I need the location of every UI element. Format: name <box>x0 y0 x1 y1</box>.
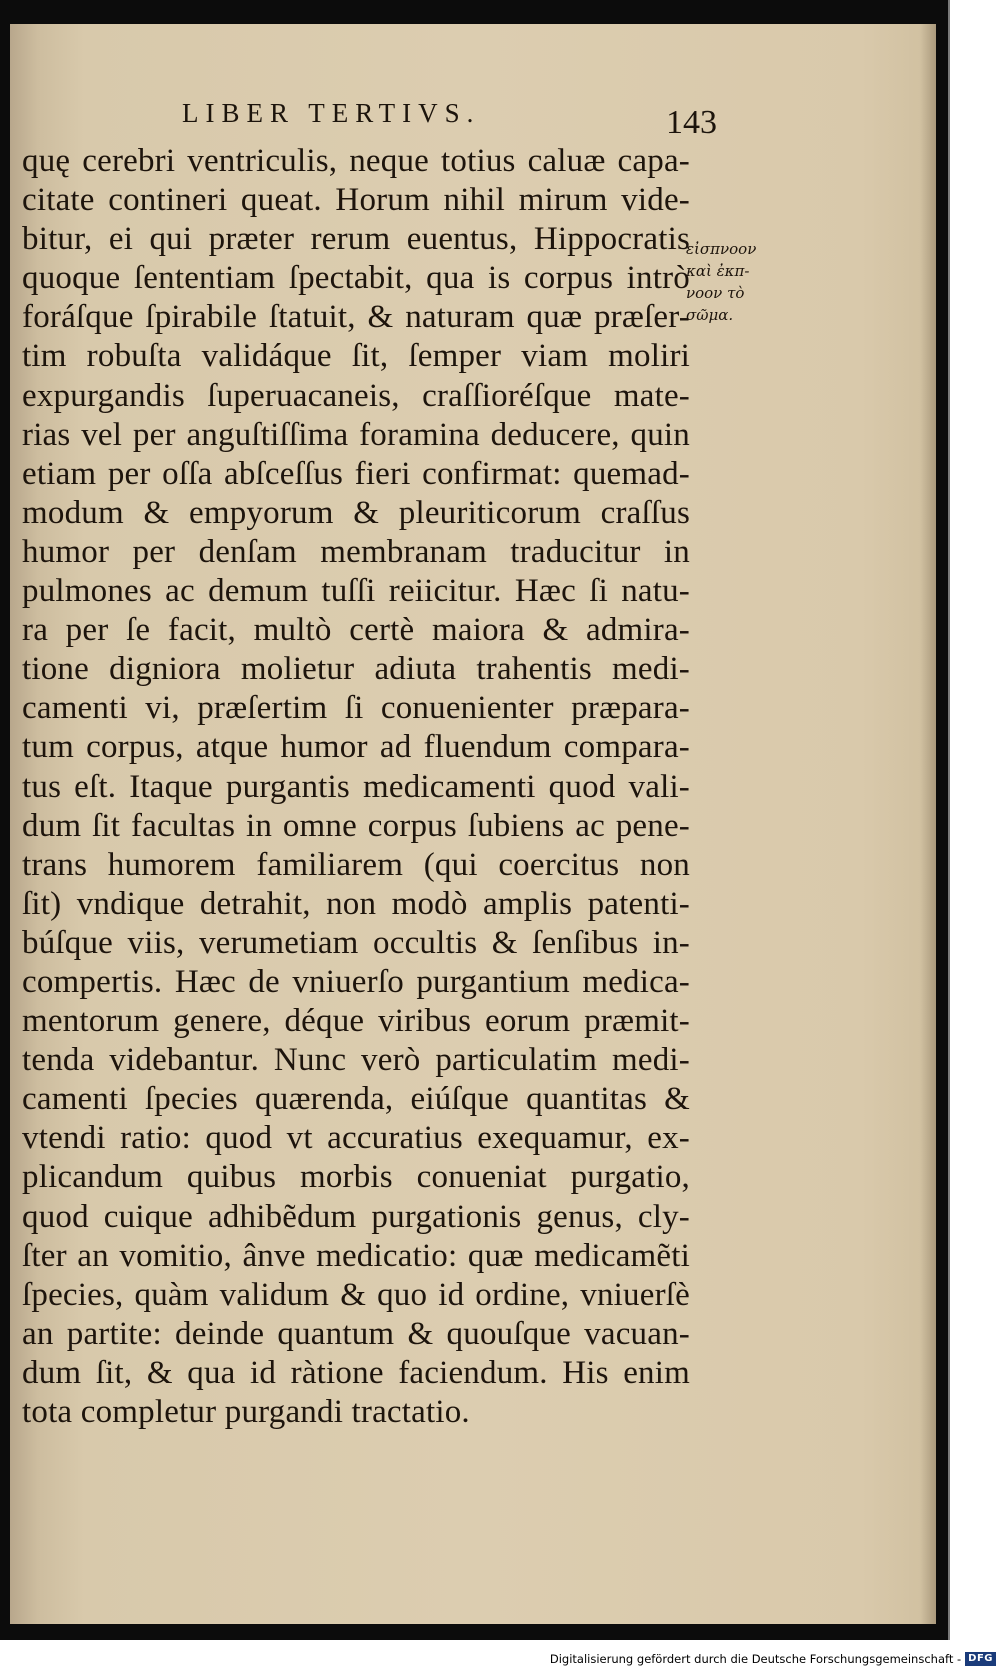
dfg-logo: DFG <box>965 1652 996 1666</box>
text-line: tenda videbantur. Nunc verò particulatim medi- <box>22 1042 690 1079</box>
text-line: pulmones ac demum tuſſi reiicitur. Hæc ſi natu- <box>22 573 690 610</box>
text-line: modum & empyorum & pleuriticorum craſſus <box>22 494 690 531</box>
text-line: plicandum quibus morbis conueniat purgatio, <box>22 1159 690 1196</box>
page-number: 143 <box>666 104 717 141</box>
marginal-note-line: καὶ ἐκπ- <box>686 262 750 280</box>
text-line: compertis. Hæc de vniuerſo purgantium medica- <box>22 963 690 1000</box>
text-line: tione digniora molietur adiuta trahentis medi- <box>22 651 690 688</box>
text-line: quoque ſententiam ſpectabit, qua is corpus intrò <box>22 260 690 297</box>
text-line: búſque viis, verumetiam occultis & ſenſibus in- <box>22 924 690 961</box>
text-line: quod cuique adhibẽdum purgationis genus, cly- <box>22 1198 690 1235</box>
book-page <box>10 24 936 1624</box>
text-line: citate contineri queat. Horum nihil mirum vide- <box>22 182 690 219</box>
text-line: tim robuſta validáque ſit, ſemper viam moliri <box>22 338 690 375</box>
text-line: vtendi ratio: quod vt accuratius exequamur, ex- <box>22 1120 690 1157</box>
running-head: LIBER TERTIVS. <box>182 98 481 128</box>
text-line: quę cerebri ventriculis, neque totius caluæ capa- <box>22 143 690 179</box>
text-line: bitur, ei qui præter rerum euentus, Hippocratis <box>22 221 690 258</box>
body-text <box>22 142 722 1432</box>
credit-text: Digitalisierung gefördert durch die Deutsche Forschungsgemeinschaft - <box>549 1652 962 1666</box>
text-line: ſpecies, quàm validum & quo id ordine, vniuerſè <box>22 1276 690 1313</box>
text-line: tus eſt. Itaque purgantis medicamenti quod vali- <box>22 768 690 805</box>
text-line: tota completur purgandi tractatio. <box>22 1394 470 1430</box>
text-line: camenti ſpecies quærenda, eiúſque quantitas & <box>22 1081 690 1118</box>
text-line: trans humorem familiarem (qui coercitus non <box>22 846 690 883</box>
text-line: tum corpus, atque humor ad fluendum compara- <box>22 729 690 766</box>
text-line: etiam per oſſa abſceſſus fieri confirmat: quemad- <box>22 455 690 492</box>
text-line: ra per ſe facit, multò certè maiora & admira- <box>22 612 690 649</box>
marginal-note-line: σῶμα. <box>686 306 734 324</box>
text-line: expurgandis ſuperuacaneis, craſſioréſque mate- <box>22 377 690 414</box>
text-line: humor per denſam membranam traducitur in <box>22 533 690 570</box>
marginal-note <box>686 238 776 326</box>
text-line: ſit) vndique detrahit, non modò amplis patenti- <box>22 885 690 922</box>
marginal-note-line: νοον τὸ <box>686 284 745 302</box>
digitization-credit <box>550 1650 996 1668</box>
text-line: ſter an vomitio, ânve medicatio: quæ medicamẽti <box>22 1237 690 1274</box>
text-line: an partite: deinde quantum & quouſque vacuan- <box>22 1315 690 1352</box>
text-line: mentorum genere, déque viribus eorum præmit- <box>22 1003 690 1040</box>
text-line: foráſque ſpirabile ſtatuit, & naturam quæ præſer- <box>22 299 690 336</box>
marginal-note-line: εἰσπνοον <box>686 240 757 258</box>
text-line: rias vel per anguſtiſſima foramina deducere, quin <box>22 416 690 453</box>
text-line: dum ſit facultas in omne corpus ſubiens ac pene- <box>22 807 690 844</box>
text-line: dum ſit, & qua id ràtione faciendum. His enim <box>22 1354 690 1391</box>
text-line: camenti vi, præſertim ſi conuenienter præpara- <box>22 690 690 727</box>
page-edge-shadow <box>920 24 936 1624</box>
